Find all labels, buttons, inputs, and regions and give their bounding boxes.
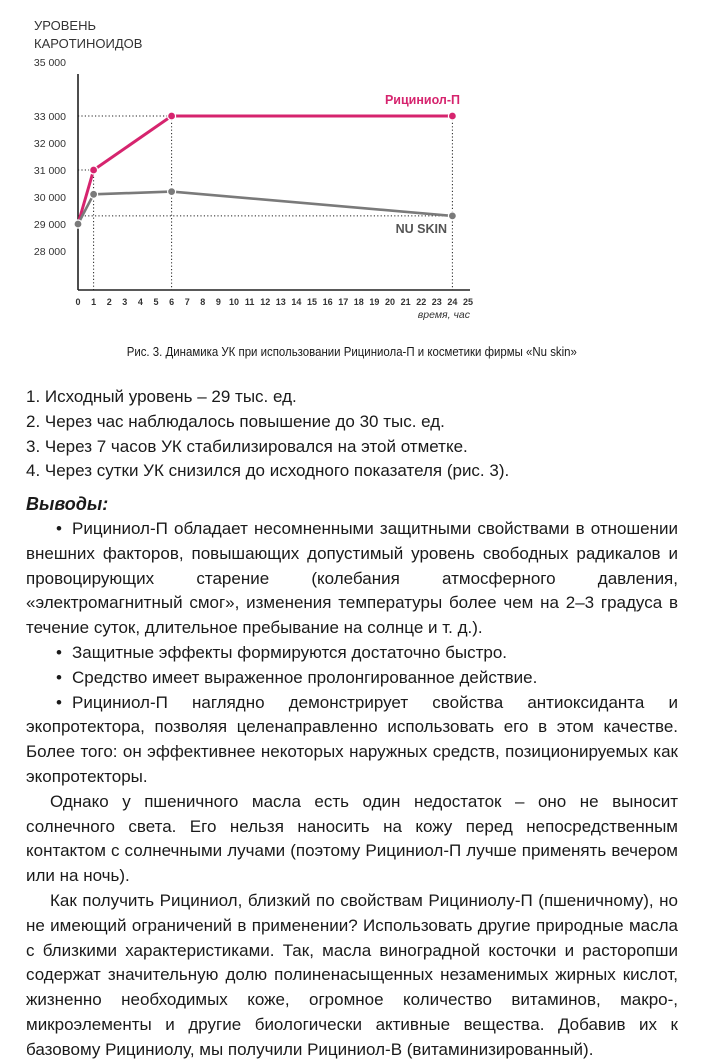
x-tick-label: 18: [353, 297, 364, 307]
y-axis-title-line1: УРОВЕНЬ: [34, 18, 97, 33]
x-axis-title: время, час: [417, 309, 470, 321]
conclusions-body: [26, 517, 678, 1063]
y-tick-label: 35 000: [33, 57, 66, 69]
x-tick-label: 15: [306, 297, 318, 307]
data-point-nuskin: [448, 212, 456, 220]
y-tick-label: 33 000: [33, 111, 66, 123]
x-tick-label: 19: [369, 297, 380, 307]
x-tick-label: 16: [322, 297, 333, 307]
figure-caption-text: Рис. 3. Динамика УК при использовании Рициниола-П и косметики фирмы «Nu skin»: [126, 344, 578, 359]
x-tick-label: 24: [447, 297, 458, 307]
y-axis-title-line2: КАРОТИНОИДОВ: [34, 36, 143, 51]
x-tick-label: 25: [462, 297, 474, 307]
y-tick-label: 28 000: [33, 246, 66, 258]
list-item: 3. Через 7 часов УК стабилизировался на этой отметке.: [26, 436, 468, 456]
paragraph: Однако у пшеничного масла есть один недостаток – оно не выносит солнечного света. Его нельзя наносить на кожу перед непосредственным контактом с солнечными лучами (поэтому Рициниол-П лучше применять вечером или на ночь).: [26, 791, 678, 886]
x-tick-label: 21: [400, 297, 411, 307]
x-tick-label: 20: [384, 297, 396, 307]
series-line-ricinol: [78, 116, 452, 224]
chart-svg: [0, 0, 704, 335]
data-point-nuskin: [74, 220, 82, 228]
data-point-ricinol: [168, 112, 176, 120]
x-tick-label: 11: [244, 297, 255, 307]
data-point-ricinol: [448, 112, 456, 120]
x-tick-label: 2: [106, 297, 112, 307]
results-list: [26, 385, 678, 484]
y-tick-label: 32 000: [33, 138, 66, 150]
x-tick-label: 5: [153, 297, 159, 307]
x-tick-label: 17: [338, 297, 349, 307]
x-tick-label: 9: [215, 297, 221, 307]
series-line-nuskin: [78, 192, 452, 224]
x-tick-label: 0: [75, 297, 81, 307]
x-tick-label: 12: [260, 297, 271, 307]
list-item: 4. Через сутки УК снизился до исходного показателя (рис. 3).: [26, 461, 510, 481]
bullet-item: • Рициниол-П обладает несомненными защитными свойствами в отношении внешних факторов, повышающих допустимый уровень свободных радикалов и провоцирующих старение (колебания атмосферного давления, «электромагнитный смог», изменения температуры более чем на 2–3 градуса в течение суток, длительное пребывание на солнце и т. д.).: [26, 517, 678, 641]
list-item: 2. Через час наблюдалось повышение до 30 тыс. ед.: [26, 411, 445, 431]
x-tick-label: 1: [91, 297, 97, 307]
y-tick-label: 30 000: [33, 192, 66, 204]
x-tick-label: 10: [228, 297, 240, 307]
y-tick-label: 29 000: [33, 219, 66, 231]
list-item: 1. Исходный уровень – 29 тыс. ед.: [26, 387, 297, 406]
bullet-item: • Средство имеет выраженное пролонгированное действие.: [26, 666, 678, 691]
x-tick-label: 3: [122, 297, 128, 307]
figure-caption: [0, 344, 704, 359]
series-label-ricinol: Рициниол-П: [384, 93, 460, 107]
y-tick-label: 31 000: [33, 165, 66, 177]
carotenoid-chart: [0, 0, 704, 335]
data-point-nuskin: [90, 190, 98, 198]
x-tick-label: 14: [291, 297, 302, 307]
conclusions-title: Выводы:: [26, 494, 109, 514]
x-tick-label: 22: [416, 297, 427, 307]
x-tick-label: 23: [431, 297, 442, 307]
series-label-nuskin: NU SKIN: [395, 222, 447, 236]
x-tick-label: 7: [184, 297, 190, 307]
bullet-item: • Рициниол-П наглядно демонстрирует свойства антиоксиданта и экопротектора, позволяя целенаправленно использовать его в этом качестве. Более того: он эффективнее некоторых наружных средств, позиционируемых как экопротекторы.: [26, 691, 678, 790]
x-tick-label: 8: [200, 297, 206, 307]
paragraph: Как получить Рициниол, близкий по свойствам Рициниолу-П (пшеничному), но не имеющий ограничений в применении? Использовать другие природные масла с близкими характеристиками. Так, масла виноградной косточки и расторопши содержат значительную долю полиненасыщенных незаменимых жирных кислот, жизненно необходимых коже, огромное количество витаминов, макро-, микроэлементы и другие биологически активные вещества. Добавив их к базовому Рициниолу, мы получили Рициниол-В (витаминизированный).: [26, 890, 678, 1059]
x-tick-label: 4: [137, 297, 143, 307]
data-point-nuskin: [168, 188, 176, 196]
bullet-item: • Защитные эффекты формируются достаточно быстро.: [26, 641, 678, 666]
x-tick-label: 6: [169, 297, 175, 307]
x-tick-label: 13: [275, 297, 286, 307]
data-point-ricinol: [90, 166, 98, 174]
